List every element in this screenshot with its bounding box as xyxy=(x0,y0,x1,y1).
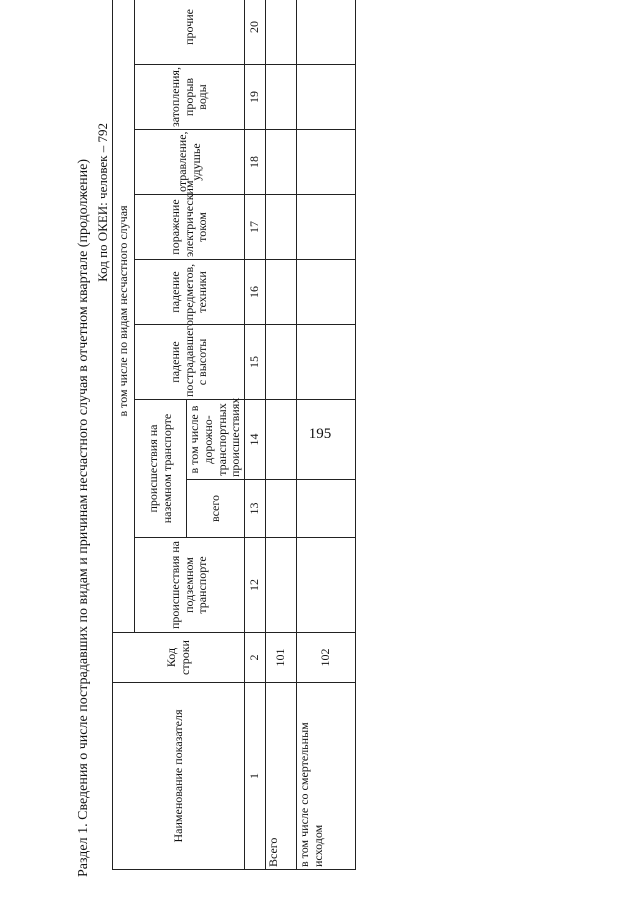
column-number: 15 xyxy=(245,325,266,400)
empty-cell xyxy=(266,480,297,538)
column-number: 2 xyxy=(245,633,266,683)
header-ground-road-accidents: в том числе в дорожно-транспортных происшествиях xyxy=(187,400,245,480)
header-ground-total: всего xyxy=(187,480,245,538)
header-group-accident-types: в том числе по видам несчастного случая xyxy=(113,0,135,633)
empty-cell xyxy=(297,400,356,480)
column-number: 14 xyxy=(245,400,266,480)
header-falling-objects: падение предметов, техники xyxy=(135,260,245,325)
header-other: прочие xyxy=(135,0,245,65)
column-number: 20 xyxy=(245,0,266,65)
empty-cell xyxy=(297,260,356,325)
column-number: 17 xyxy=(245,195,266,260)
okei-code: Код по ОКЕИ: человек – 792 xyxy=(95,123,110,282)
empty-cell xyxy=(266,538,297,633)
header-flooding: затопления, прорыв воды xyxy=(135,65,245,130)
header-indicator-name: Наименование показателя xyxy=(113,683,245,870)
table-row xyxy=(266,0,297,870)
column-number: 18 xyxy=(245,130,266,195)
empty-cell xyxy=(297,0,356,65)
column-number: 12 xyxy=(245,538,266,633)
column-number: 1 xyxy=(245,683,266,870)
header-underground-transport: происшествия на подземном транспорте xyxy=(135,538,245,633)
table-row xyxy=(297,0,356,870)
empty-cell xyxy=(266,195,297,260)
row-code: 101 xyxy=(266,633,297,683)
row-name: в том числе со смертельным исходом xyxy=(297,683,356,870)
section-heading: Раздел 1. Сведения о числе пострадавших по видам и причинам несчастного случая в отчетном квартале (продолжение) xyxy=(76,158,91,877)
page-number: 195 xyxy=(308,426,332,442)
column-number: 19 xyxy=(245,65,266,130)
empty-cell xyxy=(266,325,297,400)
empty-cell xyxy=(297,65,356,130)
empty-cell xyxy=(297,325,356,400)
empty-cell xyxy=(266,0,297,65)
empty-cell xyxy=(297,480,356,538)
empty-cell xyxy=(266,400,297,480)
column-numbers-row xyxy=(245,0,266,870)
empty-cell xyxy=(266,130,297,195)
row-code: 102 xyxy=(297,633,356,683)
empty-cell xyxy=(266,260,297,325)
header-electric-shock: поражение электрическим током xyxy=(135,195,245,260)
header-poisoning: отравление, удушье xyxy=(135,130,245,195)
empty-cell xyxy=(297,130,356,195)
header-ground-transport: происшествия на наземном транспорте xyxy=(135,400,187,538)
empty-cell xyxy=(297,538,356,633)
row-name: Всего xyxy=(266,683,297,870)
header-fall-from-height: падение пострадавшего с высоты xyxy=(135,325,245,400)
empty-cell xyxy=(266,65,297,130)
empty-cell xyxy=(297,195,356,260)
column-number: 13 xyxy=(245,480,266,538)
statistics-table xyxy=(112,0,356,870)
header-row-code: Код строки xyxy=(113,633,245,683)
column-number: 16 xyxy=(245,260,266,325)
